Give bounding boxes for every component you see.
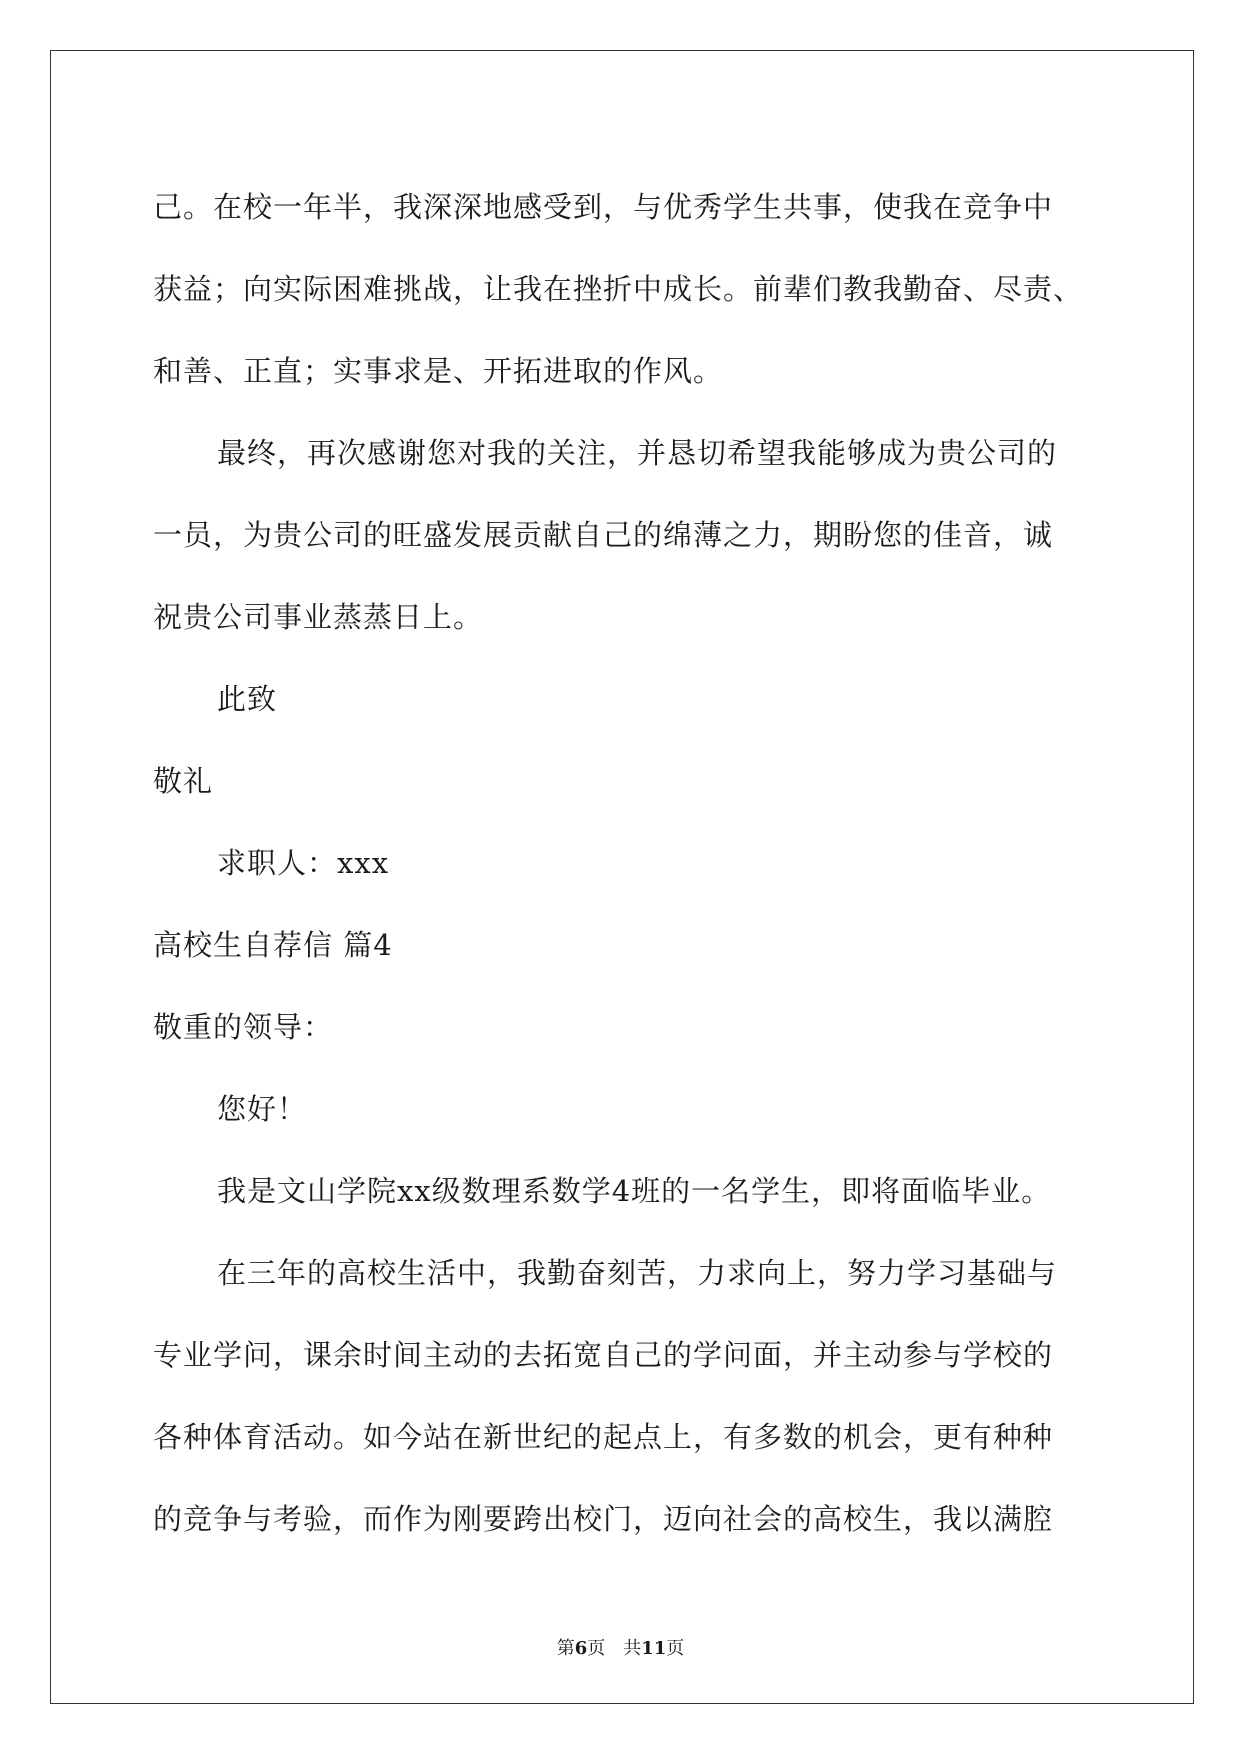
text-line: 在三年的高校生活中，我勤奋刻苦，力求向上，努力学习基础与 <box>217 1256 1058 1290</box>
footer-prefix: 第 <box>556 1638 575 1659</box>
document-body <box>153 166 1093 1560</box>
greeting-line: 敬重的领导： <box>153 1010 334 1044</box>
greeting-line: 您好！ <box>217 1092 308 1126</box>
section-heading: 高校生自荐信 篇4 <box>153 928 393 962</box>
signature-line: 求职人：xxx <box>217 846 390 880</box>
text-line: 我是文山学院xx级数理系数学4班的一名学生，即将面临毕业。 <box>217 1174 1052 1208</box>
closing-salutation: 此致 <box>217 682 278 716</box>
text-line: 最终，再次感谢您对我的关注，并恳切希望我能够成为贵公司的 <box>217 436 1058 470</box>
footer-suffix: 页 <box>666 1638 685 1659</box>
page-footer <box>0 1637 1241 1661</box>
text-line: 专业学问，课余时间主动的去拓宽自己的学问面，并主动参与学校的 <box>153 1338 1054 1372</box>
text-line: 各种体育活动。如今站在新世纪的起点上，有多数的机会，更有种种 <box>153 1420 1054 1454</box>
text-line: 获益；向实际困难挑战，让我在挫折中成长。前辈们教我勤奋、尽责、 <box>153 272 1084 306</box>
text-line: 的竞争与考验，而作为刚要跨出校门，迈向社会的高校生，我以满腔 <box>153 1502 1054 1536</box>
closing-regards: 敬礼 <box>153 764 214 798</box>
current-page-number: 6 <box>574 1638 588 1659</box>
text-line: 祝贵公司事业蒸蒸日上。 <box>153 600 484 634</box>
footer-middle: 页 共 <box>587 1638 642 1659</box>
text-line: 和善、正直；实事求是、开拓进取的作风。 <box>153 354 724 388</box>
text-line: 己。在校一年半，我深深地感受到，与优秀学生共事，使我在竞争中 <box>153 190 1054 224</box>
total-page-count: 11 <box>641 1638 667 1659</box>
text-line: 一员，为贵公司的旺盛发展贡献自己的绵薄之力，期盼您的佳音，诚 <box>153 518 1054 552</box>
